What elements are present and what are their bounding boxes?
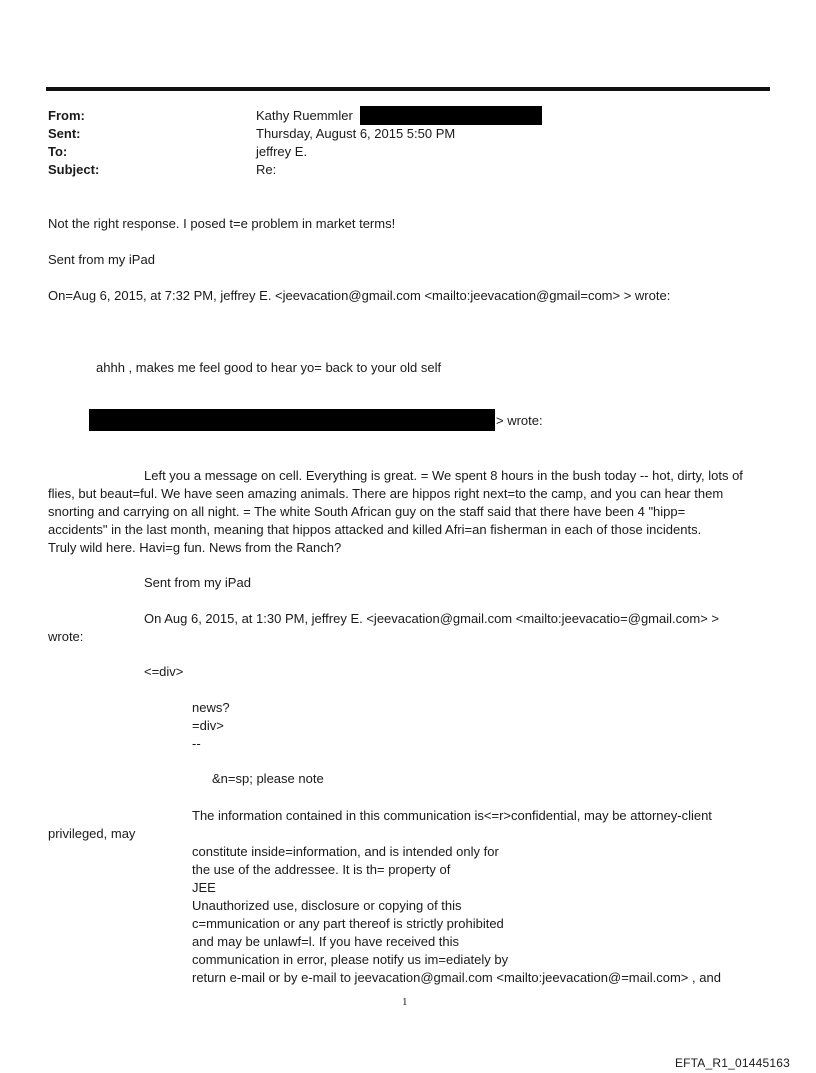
subject-label: Subject: bbox=[48, 162, 100, 177]
reply-text: Not the right response. I posed t=e problem in market terms! bbox=[48, 216, 396, 231]
top-rule bbox=[46, 87, 770, 91]
quote2-line-4: accidents" in the last month, meaning that hippos attacked and killed Afri=an fisherman in each of those incidents. bbox=[48, 522, 702, 537]
div-open-tag: <=div> bbox=[144, 664, 184, 679]
to-value: jeffrey E. bbox=[256, 144, 308, 159]
quote2-header-tail: > wrote: bbox=[496, 413, 543, 428]
quote1-text: ahhh , makes me feel good to hear yo= back to your old self bbox=[96, 360, 442, 375]
disclaimer-line-1: The information contained in this communication is<=r>confidential, may be attorney-client bbox=[192, 808, 712, 823]
to-label: To: bbox=[48, 144, 68, 159]
from-label: From: bbox=[48, 108, 85, 123]
quote2-line-3: snorting and carrying on all night. = The white South African guy on the staff said that there have been 4 "hipp= bbox=[48, 504, 686, 519]
sent-label: Sent: bbox=[48, 126, 81, 141]
div-close-tag: =div> bbox=[192, 718, 224, 733]
disclaimer-line-3: the use of the addressee. It is th= property of bbox=[192, 862, 451, 877]
disclaimer-line-1-wrap: privileged, may bbox=[48, 826, 136, 841]
quote1-header: On=Aug 6, 2015, at 7:32 PM, jeffrey E. <jeevacation@gmail.com <mailto:jeevacation@gmail=com> > wrote: bbox=[48, 288, 671, 303]
news-text: news? bbox=[192, 700, 230, 715]
quote2-line-5: Truly wild here. Havi=g fun. News from the Ranch? bbox=[48, 540, 342, 555]
dashes: -- bbox=[192, 736, 201, 751]
document-id: EFTA_R1_01445163 bbox=[674, 1056, 790, 1070]
disclaimer-line-2: constitute inside=information, and is intended only for bbox=[192, 844, 499, 859]
from-value: Kathy Ruemmler bbox=[256, 108, 353, 123]
disclaimer-line-9: return e-mail or by e-mail to jeevacation@gmail.com <mailto:jeevacation@=mail.com> , and bbox=[192, 970, 721, 985]
disclaimer-line-5: Unauthorized use, disclosure or copying of this bbox=[192, 898, 462, 913]
disclaimer-line-7: and may be unlawf=l. If you have received this bbox=[192, 934, 460, 949]
page-number: 1 bbox=[402, 996, 408, 1008]
subject-value: Re: bbox=[256, 162, 277, 177]
redaction-quote2-header bbox=[89, 409, 495, 431]
please-note: &n=sp; please note bbox=[212, 771, 324, 786]
quote2-line-1: Left you a message on cell. Everything is great. = We spent 8 hours in the bush today -- hot, dirty, lots of bbox=[144, 468, 743, 483]
sent-value: Thursday, August 6, 2015 5:50 PM bbox=[256, 126, 456, 141]
disclaimer-line-6: c=mmunication or any part thereof is strictly prohibited bbox=[192, 916, 504, 931]
redaction-email bbox=[360, 106, 542, 125]
disclaimer-line-4: JEE bbox=[192, 880, 216, 895]
quote3-header-wrap: wrote: bbox=[48, 629, 84, 644]
quote3-header: On Aug 6, 2015, at 1:30 PM, jeffrey E. <jeevacation@gmail.com <mailto:jeevacatio=@gmail.com> > bbox=[144, 611, 719, 626]
disclaimer-line-8: communication in error, please notify us im=ediately by bbox=[192, 952, 509, 967]
quote2-line-2: flies, but beaut=ful. We have seen amazing animals. There are hippos right next=to the camp, and you can hear them bbox=[48, 486, 724, 501]
signature-2: Sent from my iPad bbox=[144, 575, 251, 590]
signature-1: Sent from my iPad bbox=[48, 252, 155, 267]
